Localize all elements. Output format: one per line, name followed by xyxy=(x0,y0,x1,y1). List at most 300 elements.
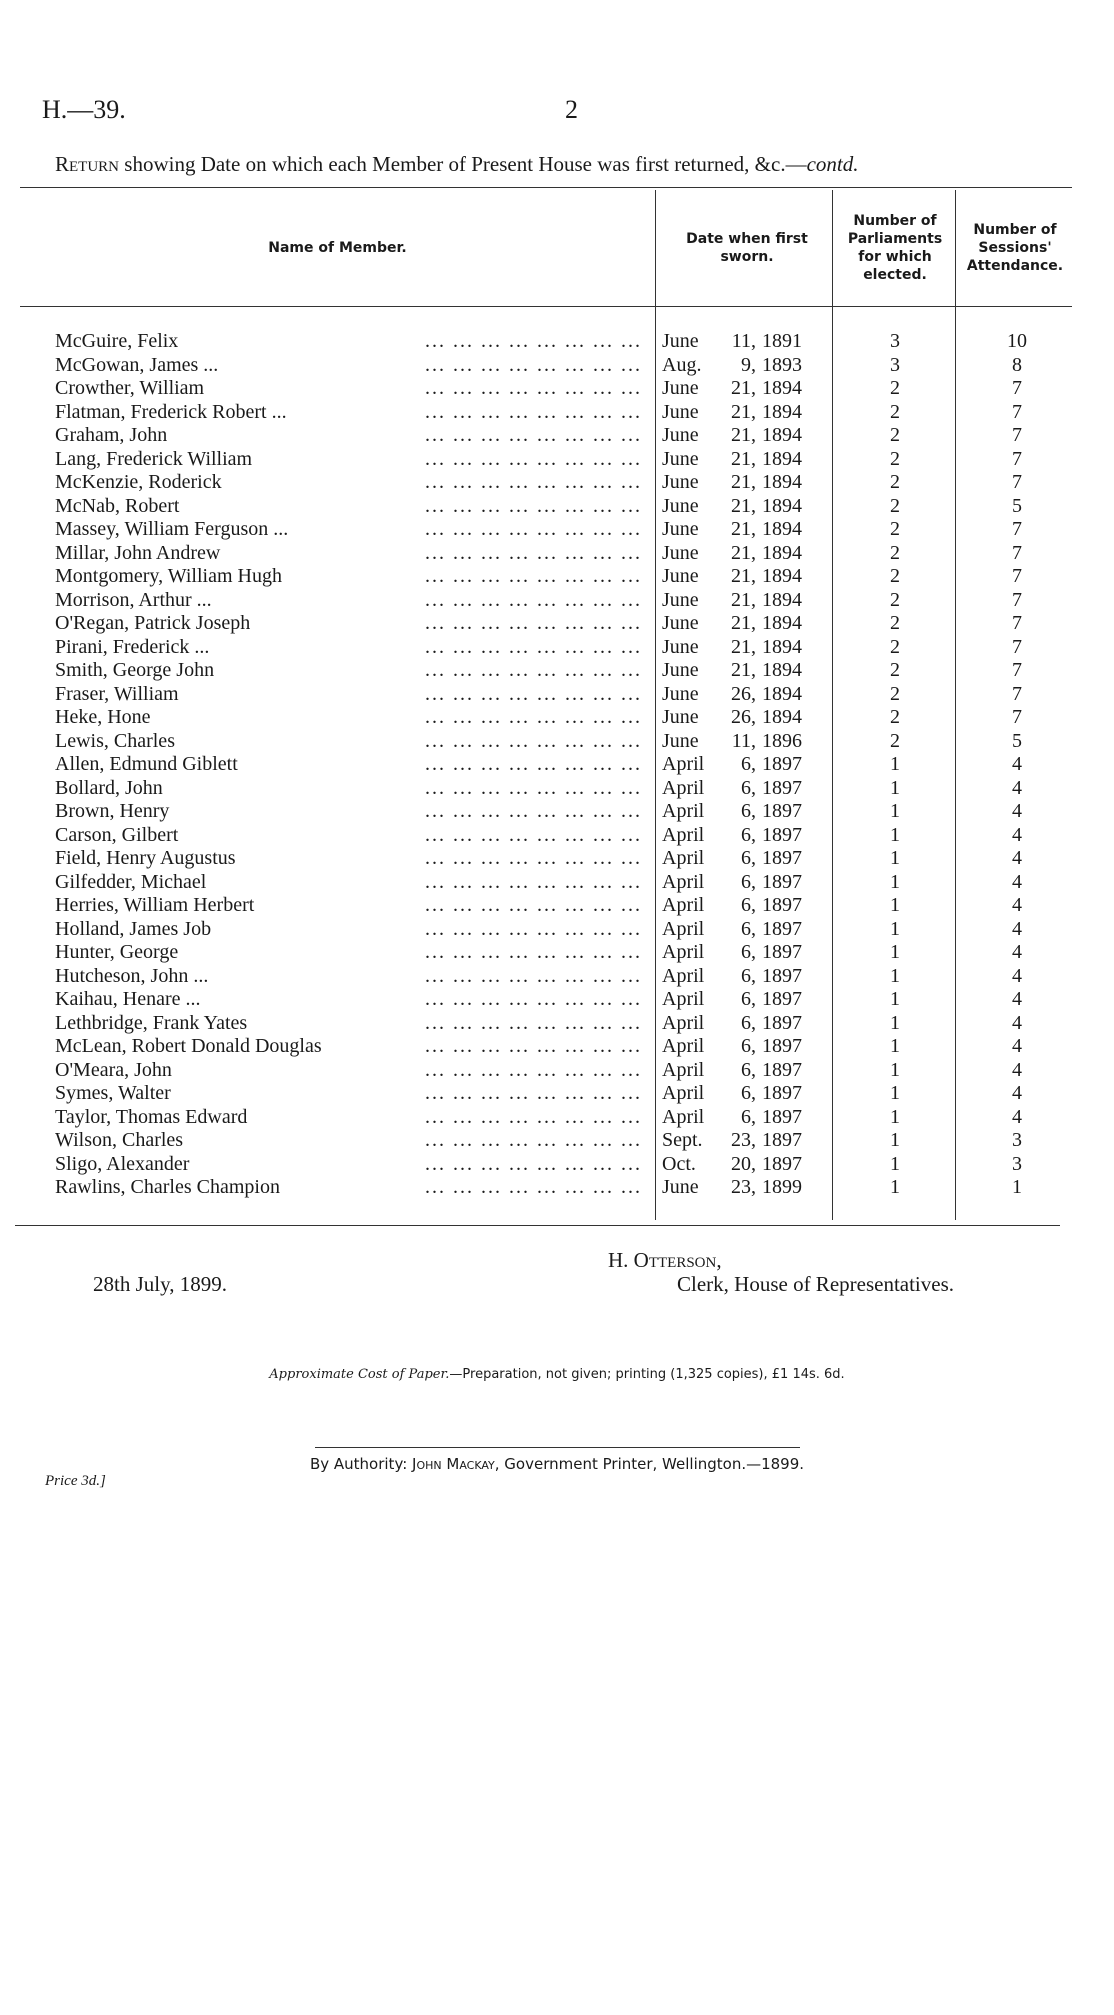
sworn-year: 1894 xyxy=(762,424,802,446)
parliaments-count: 2 xyxy=(890,494,900,517)
sworn-day: 6, xyxy=(741,941,756,963)
sworn-month: April xyxy=(662,776,705,799)
sworn-month: April xyxy=(662,1011,705,1034)
leader-dots: ... ... ... ... ... ... ... ... xyxy=(425,447,642,470)
sworn-month: Sept. xyxy=(662,1129,703,1151)
sworn-month: April xyxy=(662,753,705,775)
parliaments-count: 1 xyxy=(890,776,900,799)
sworn-day: 9, xyxy=(741,353,756,376)
sworn-month: June xyxy=(662,729,699,752)
table-row xyxy=(0,871,1114,895)
leader-dots: ... ... ... ... ... ... ... ... xyxy=(425,1011,642,1034)
parliaments-count: 3 xyxy=(890,353,900,376)
cost-label: Approximate Cost of Paper. xyxy=(269,1367,450,1382)
sworn-day: 6, xyxy=(741,917,756,940)
leader-dots: ... ... ... ... ... ... ... ... xyxy=(425,988,642,1010)
sessions-count: 4 xyxy=(1012,894,1022,916)
leader-dots: ... ... ... ... ... ... ... ... xyxy=(425,823,642,846)
sworn-day: 21, xyxy=(731,377,756,399)
parliaments-count: 1 xyxy=(890,894,900,916)
sessions-count: 4 xyxy=(1012,1011,1022,1034)
sessions-count: 7 xyxy=(1012,659,1022,681)
table-row xyxy=(0,448,1114,472)
signatory-initial: H. xyxy=(608,1248,634,1272)
parliaments-count: 1 xyxy=(890,988,900,1010)
sessions-count: 3 xyxy=(1012,1152,1022,1175)
sworn-month: June xyxy=(662,471,699,493)
leader-dots: ... ... ... ... ... ... ... ... xyxy=(425,659,642,681)
sessions-count: 7 xyxy=(1012,565,1022,587)
sworn-month: June xyxy=(662,706,699,728)
sworn-day: 21, xyxy=(731,400,756,423)
sessions-count: 7 xyxy=(1012,706,1022,728)
table-row xyxy=(0,800,1114,824)
leader-dots: ... ... ... ... ... ... ... ... xyxy=(425,964,642,987)
sessions-count: 7 xyxy=(1012,612,1022,634)
sworn-day: 21, xyxy=(731,471,756,493)
table-row xyxy=(0,1082,1114,1106)
sworn-month: April xyxy=(662,800,705,822)
sworn-year: 1897 xyxy=(762,847,802,869)
member-name: Bollard, John xyxy=(55,777,169,801)
sessions-count: 7 xyxy=(1012,518,1022,540)
sworn-month: April xyxy=(662,964,705,987)
authority-rule xyxy=(315,1447,800,1448)
member-name: Graham, John xyxy=(55,424,173,448)
sworn-month: April xyxy=(662,941,705,963)
parliaments-count: 1 xyxy=(890,870,900,893)
sessions-count: 5 xyxy=(1012,729,1022,752)
sworn-month: April xyxy=(662,870,705,893)
sworn-day: 21, xyxy=(731,612,756,634)
member-name: Hunter, George xyxy=(55,941,184,965)
sessions-count: 7 xyxy=(1012,635,1022,658)
table-header-rule xyxy=(20,306,1072,307)
member-name: Brown, Henry xyxy=(55,800,175,824)
sworn-month: Aug. xyxy=(662,353,702,376)
member-name: O'Regan, Patrick Joseph xyxy=(55,612,256,636)
table-row xyxy=(0,1035,1114,1059)
sworn-day: 20, xyxy=(731,1152,756,1175)
sworn-month: June xyxy=(662,447,699,470)
sessions-count: 4 xyxy=(1012,917,1022,940)
leader-dots: ... ... ... ... ... ... ... ... xyxy=(425,612,642,634)
title-text: showing Date on which each Member of Present House was first returned, &c.— xyxy=(119,152,807,176)
leader-dots: ... ... ... ... ... ... ... ... xyxy=(425,353,642,376)
sworn-day: 26, xyxy=(731,706,756,728)
cost-note xyxy=(0,1367,1114,1382)
sworn-month: June xyxy=(662,635,699,658)
sworn-year: 1894 xyxy=(762,518,802,540)
table-row xyxy=(0,730,1114,754)
sworn-year: 1897 xyxy=(762,894,802,916)
table-row xyxy=(0,965,1114,989)
leader-dots: ... ... ... ... ... ... ... ... xyxy=(425,494,642,517)
table-row xyxy=(0,636,1114,660)
sworn-day: 6, xyxy=(741,964,756,987)
signatory-role: Clerk, House of Representatives. xyxy=(677,1272,955,1296)
member-name: Allen, Edmund Giblett xyxy=(55,753,244,777)
sworn-month: June xyxy=(662,541,699,564)
table-row xyxy=(0,824,1114,848)
sessions-count: 7 xyxy=(1012,471,1022,493)
sworn-day: 6, xyxy=(741,776,756,799)
sworn-day: 23, xyxy=(731,1176,756,1198)
sworn-year: 1896 xyxy=(762,729,802,752)
sessions-count: 4 xyxy=(1012,776,1022,799)
sworn-day: 21, xyxy=(731,588,756,611)
parliaments-count: 2 xyxy=(890,706,900,728)
sworn-year: 1897 xyxy=(762,964,802,987)
sessions-count: 4 xyxy=(1012,1105,1022,1128)
member-name: Herries, William Herbert xyxy=(55,894,260,918)
column-header-name: Name of Member. xyxy=(268,239,407,256)
parliaments-count: 2 xyxy=(890,729,900,752)
sessions-count: 4 xyxy=(1012,1035,1022,1057)
leader-dots: ... ... ... ... ... ... ... ... xyxy=(425,917,642,940)
parliaments-count: 2 xyxy=(890,400,900,423)
sessions-count: 4 xyxy=(1012,753,1022,775)
parliaments-count: 2 xyxy=(890,659,900,681)
sessions-count: 5 xyxy=(1012,494,1022,517)
table-row xyxy=(0,612,1114,636)
sworn-year: 1897 xyxy=(762,1129,802,1151)
table-row xyxy=(0,565,1114,589)
sworn-day: 6, xyxy=(741,847,756,869)
sworn-day: 6, xyxy=(741,1011,756,1034)
parliaments-count: 1 xyxy=(890,1011,900,1034)
sworn-year: 1894 xyxy=(762,612,802,634)
member-name: McKenzie, Roderick xyxy=(55,471,228,495)
leader-dots: ... ... ... ... ... ... ... ... xyxy=(425,471,642,493)
sworn-month: April xyxy=(662,988,705,1010)
leader-dots: ... ... ... ... ... ... ... ... xyxy=(425,377,642,399)
sworn-month: June xyxy=(662,612,699,634)
sworn-month: June xyxy=(662,1176,699,1198)
sworn-year: 1894 xyxy=(762,588,802,611)
member-name: Fraser, William xyxy=(55,683,185,707)
leader-dots: ... ... ... ... ... ... ... ... xyxy=(425,894,642,916)
table-row xyxy=(0,683,1114,707)
member-name: Lang, Frederick William xyxy=(55,448,258,472)
sworn-year: 1897 xyxy=(762,776,802,799)
sworn-year: 1894 xyxy=(762,706,802,728)
column-header-date: Date when first sworn. xyxy=(686,230,808,265)
table-row xyxy=(0,941,1114,965)
sworn-year: 1894 xyxy=(762,565,802,587)
parliaments-count: 2 xyxy=(890,635,900,658)
member-name: Field, Henry Augustus xyxy=(55,847,242,871)
sworn-month: June xyxy=(662,400,699,423)
leader-dots: ... ... ... ... ... ... ... ... xyxy=(425,541,642,564)
sworn-day: 21, xyxy=(731,447,756,470)
leader-dots: ... ... ... ... ... ... ... ... xyxy=(425,753,642,775)
sworn-year: 1897 xyxy=(762,1105,802,1128)
sessions-count: 3 xyxy=(1012,1129,1022,1151)
sessions-count: 7 xyxy=(1012,541,1022,564)
table-row xyxy=(0,354,1114,378)
sessions-count: 4 xyxy=(1012,1058,1022,1081)
member-name: Carson, Gilbert xyxy=(55,824,184,848)
parliaments-count: 2 xyxy=(890,471,900,493)
sworn-day: 21, xyxy=(731,494,756,517)
member-name: McGuire, Felix xyxy=(55,330,184,354)
member-name: Heke, Hone xyxy=(55,706,157,730)
parliaments-count: 1 xyxy=(890,1176,900,1198)
member-name: Sligo, Alexander xyxy=(55,1153,195,1177)
sworn-year: 1894 xyxy=(762,471,802,493)
member-name: Gilfedder, Michael xyxy=(55,871,212,895)
sworn-month: April xyxy=(662,1082,705,1104)
leader-dots: ... ... ... ... ... ... ... ... xyxy=(425,870,642,893)
sworn-year: 1894 xyxy=(762,400,802,423)
table-row xyxy=(0,1059,1114,1083)
sessions-count: 7 xyxy=(1012,424,1022,446)
sworn-year: 1899 xyxy=(762,1176,802,1198)
sworn-day: 6, xyxy=(741,988,756,1010)
sessions-count: 4 xyxy=(1012,1082,1022,1104)
leader-dots: ... ... ... ... ... ... ... ... xyxy=(425,776,642,799)
parliaments-count: 1 xyxy=(890,964,900,987)
sworn-month: Oct. xyxy=(662,1152,696,1175)
member-name: Symes, Walter xyxy=(55,1082,177,1106)
member-name: McNab, Robert xyxy=(55,495,185,519)
sessions-count: 8 xyxy=(1012,353,1022,376)
member-name: Rawlins, Charles Champion xyxy=(55,1176,286,1200)
sworn-year: 1897 xyxy=(762,753,802,775)
table-row xyxy=(0,847,1114,871)
title-lead: Return xyxy=(55,152,120,176)
leader-dots: ... ... ... ... ... ... ... ... xyxy=(425,729,642,752)
table-row xyxy=(0,1106,1114,1130)
member-name: O'Meara, John xyxy=(55,1059,178,1083)
sworn-day: 23, xyxy=(731,1129,756,1151)
parliaments-count: 1 xyxy=(890,753,900,775)
sworn-month: June xyxy=(662,588,699,611)
parliaments-count: 1 xyxy=(890,1152,900,1175)
sworn-day: 6, xyxy=(741,894,756,916)
sworn-day: 21, xyxy=(731,659,756,681)
sworn-day: 6, xyxy=(741,800,756,822)
cost-text: —Preparation, not given; printing (1,325 copies), £1 14s. 6d. xyxy=(449,1367,845,1382)
member-name: Montgomery, William Hugh xyxy=(55,565,288,589)
member-name: McLean, Robert Donald Douglas xyxy=(55,1035,328,1059)
leader-dots: ... ... ... ... ... ... ... ... xyxy=(425,800,642,822)
leader-dots: ... ... ... ... ... ... ... ... xyxy=(425,1105,642,1128)
table-row xyxy=(0,518,1114,542)
member-name: Smith, George John xyxy=(55,659,220,683)
sworn-month: April xyxy=(662,1035,705,1057)
member-name: Crowther, William xyxy=(55,377,210,401)
parliaments-count: 2 xyxy=(890,518,900,540)
table-row xyxy=(0,542,1114,566)
sworn-month: April xyxy=(662,894,705,916)
sworn-month: April xyxy=(662,1105,705,1128)
leader-dots: ... ... ... ... ... ... ... ... xyxy=(425,518,642,540)
parliaments-count: 1 xyxy=(890,1082,900,1104)
parliaments-count: 1 xyxy=(890,917,900,940)
sworn-day: 21, xyxy=(731,541,756,564)
parliaments-count: 2 xyxy=(890,377,900,399)
sessions-count: 4 xyxy=(1012,800,1022,822)
sworn-year: 1897 xyxy=(762,1082,802,1104)
parliaments-count: 2 xyxy=(890,424,900,446)
authority-line xyxy=(0,1455,1114,1473)
sworn-month: April xyxy=(662,917,705,940)
member-name: Massey, William Ferguson ... xyxy=(55,518,294,542)
table-row xyxy=(0,1153,1114,1177)
parliaments-count: 2 xyxy=(890,612,900,634)
member-name: Kaihau, Henare ... xyxy=(55,988,207,1012)
sworn-day: 6, xyxy=(741,870,756,893)
member-name: Pirani, Frederick ... xyxy=(55,636,215,660)
sworn-year: 1897 xyxy=(762,823,802,846)
member-name: Morrison, Arthur ... xyxy=(55,589,218,613)
sessions-count: 1 xyxy=(1012,1176,1022,1198)
sessions-count: 7 xyxy=(1012,682,1022,705)
leader-dots: ... ... ... ... ... ... ... ... xyxy=(425,588,642,611)
sessions-count: 7 xyxy=(1012,588,1022,611)
sworn-day: 6, xyxy=(741,1035,756,1057)
sworn-month: April xyxy=(662,1058,705,1081)
sworn-month: June xyxy=(662,682,699,705)
table-row xyxy=(0,894,1114,918)
sessions-count: 4 xyxy=(1012,988,1022,1010)
table-row xyxy=(0,706,1114,730)
parliaments-count: 1 xyxy=(890,941,900,963)
sessions-count: 7 xyxy=(1012,447,1022,470)
leader-dots: ... ... ... ... ... ... ... ... xyxy=(425,1129,642,1151)
table-row xyxy=(0,495,1114,519)
sworn-year: 1893 xyxy=(762,353,802,376)
leader-dots: ... ... ... ... ... ... ... ... xyxy=(425,1082,642,1104)
signatory-name xyxy=(608,1248,722,1273)
parliaments-count: 2 xyxy=(890,541,900,564)
leader-dots: ... ... ... ... ... ... ... ... xyxy=(425,1058,642,1081)
sworn-day: 6, xyxy=(741,1082,756,1104)
parliaments-count: 2 xyxy=(890,682,900,705)
table-row xyxy=(0,471,1114,495)
parliaments-count: 2 xyxy=(890,447,900,470)
leader-dots: ... ... ... ... ... ... ... ... xyxy=(425,635,642,658)
sworn-month: June xyxy=(662,377,699,399)
sworn-month: June xyxy=(662,659,699,681)
column-header-parliaments: Number of Parliaments for which elected. xyxy=(847,212,943,283)
sworn-year: 1897 xyxy=(762,800,802,822)
sworn-year: 1897 xyxy=(762,1035,802,1057)
sessions-count: 4 xyxy=(1012,964,1022,987)
leader-dots: ... ... ... ... ... ... ... ... xyxy=(425,424,642,446)
authority-printer: John Mackay xyxy=(412,1455,495,1473)
leader-dots: ... ... ... ... ... ... ... ... xyxy=(425,847,642,869)
sworn-month: June xyxy=(662,565,699,587)
sworn-day: 21, xyxy=(731,565,756,587)
table-row xyxy=(0,1176,1114,1200)
sworn-year: 1894 xyxy=(762,447,802,470)
leader-dots: ... ... ... ... ... ... ... ... xyxy=(425,1035,642,1057)
table-row xyxy=(0,401,1114,425)
table-row xyxy=(0,1012,1114,1036)
sworn-year: 1897 xyxy=(762,870,802,893)
sworn-day: 6, xyxy=(741,1105,756,1128)
sworn-day: 21, xyxy=(731,518,756,540)
sessions-count: 4 xyxy=(1012,847,1022,869)
leader-dots: ... ... ... ... ... ... ... ... xyxy=(425,682,642,705)
sworn-year: 1891 xyxy=(762,330,802,352)
leader-dots: ... ... ... ... ... ... ... ... xyxy=(425,565,642,587)
parliaments-count: 1 xyxy=(890,800,900,822)
member-name: Flatman, Frederick Robert ... xyxy=(55,401,293,425)
sessions-count: 10 xyxy=(1007,330,1027,352)
sworn-year: 1897 xyxy=(762,941,802,963)
table-row xyxy=(0,918,1114,942)
table-row xyxy=(0,377,1114,401)
parliaments-count: 1 xyxy=(890,1035,900,1057)
sworn-month: April xyxy=(662,847,705,869)
sworn-day: 21, xyxy=(731,635,756,658)
report-date: 28th July, 1899. xyxy=(93,1272,227,1296)
member-name: Wilson, Charles xyxy=(55,1129,189,1153)
sworn-day: 11, xyxy=(731,330,756,352)
price: Price 3d.] xyxy=(45,1473,106,1489)
table-top-rule xyxy=(20,187,1072,188)
member-name: McGowan, James ... xyxy=(55,354,224,378)
table-row xyxy=(0,1129,1114,1153)
sworn-year: 1897 xyxy=(762,988,802,1010)
table-title xyxy=(55,152,1085,177)
sworn-year: 1894 xyxy=(762,494,802,517)
table-row xyxy=(0,424,1114,448)
table-bottom-rule xyxy=(15,1225,1060,1226)
member-name: Taylor, Thomas Edward xyxy=(55,1106,253,1130)
table-row xyxy=(0,988,1114,1012)
parliaments-count: 1 xyxy=(890,1058,900,1081)
sessions-count: 4 xyxy=(1012,870,1022,893)
sworn-year: 1894 xyxy=(762,541,802,564)
parliaments-count: 1 xyxy=(890,847,900,869)
leader-dots: ... ... ... ... ... ... ... ... xyxy=(425,941,642,963)
sworn-year: 1897 xyxy=(762,1011,802,1034)
sworn-day: 26, xyxy=(731,682,756,705)
sworn-year: 1894 xyxy=(762,682,802,705)
parliaments-count: 3 xyxy=(890,330,900,352)
column-header-sessions: Number of Sessions' Attendance. xyxy=(966,221,1064,274)
leader-dots: ... ... ... ... ... ... ... ... xyxy=(425,400,642,423)
parliaments-count: 2 xyxy=(890,565,900,587)
sworn-year: 1897 xyxy=(762,917,802,940)
sworn-year: 1894 xyxy=(762,635,802,658)
member-name: Lethbridge, Frank Yates xyxy=(55,1012,253,1036)
sworn-month: April xyxy=(662,823,705,846)
sworn-year: 1894 xyxy=(762,377,802,399)
table-row xyxy=(0,330,1114,354)
leader-dots: ... ... ... ... ... ... ... ... xyxy=(425,330,642,352)
title-tail: contd. xyxy=(806,152,859,176)
table-row xyxy=(0,753,1114,777)
sworn-year: 1897 xyxy=(762,1152,802,1175)
parliaments-count: 1 xyxy=(890,1105,900,1128)
leader-dots: ... ... ... ... ... ... ... ... xyxy=(425,1176,642,1198)
parliaments-count: 1 xyxy=(890,1129,900,1151)
member-name: Lewis, Charles xyxy=(55,730,181,754)
signatory-surname: Otterson, xyxy=(633,1248,722,1272)
sworn-month: June xyxy=(662,424,699,446)
member-name: Millar, John Andrew xyxy=(55,542,226,566)
sworn-day: 21, xyxy=(731,424,756,446)
table-row xyxy=(0,777,1114,801)
parliaments-count: 2 xyxy=(890,588,900,611)
authority-lead: By Authority: xyxy=(309,1455,413,1473)
